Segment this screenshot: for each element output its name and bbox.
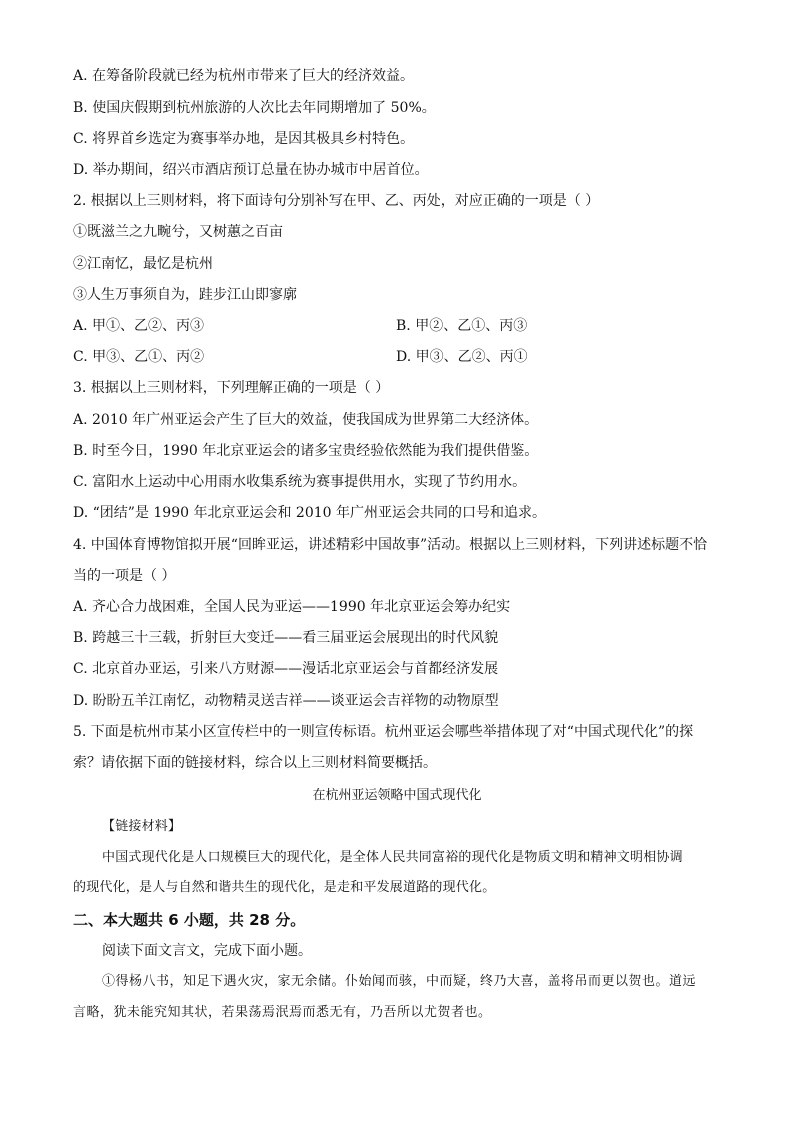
q1-option-d: D. 举办期间，绍兴市酒店预订总量在协办城市中居首位。 (73, 162, 429, 178)
q3-option-b: B. 时至今日，1990 年北京亚运会的诸多宝贵经验依然能为我们提供借鉴。 (73, 443, 539, 459)
q4-option-c: C. 北京首办亚运，引来八方财源——漫话北京亚运会与首都经济发展 (73, 661, 499, 677)
q2-option-c: C. 甲③、乙①、丙② (73, 349, 205, 365)
link-material-line-1: 中国式现代化是人口规模巨大的现代化，是全体人民共同富裕的现代化是物质文明和精神文明相协调 (102, 850, 683, 865)
q2-option-d: D. 甲③、乙②、丙① (396, 349, 528, 365)
q2-verse-3: ③人生万事须自为，跬步江山即寥廓 (73, 287, 297, 303)
section-two-instruction: 阅读下面文言文，完成下面小题。 (102, 943, 312, 959)
q3-option-c: C. 富阳水上运动中心用雨水收集系统为赛事提供用水，实现了节约用水。 (73, 474, 527, 490)
section-two-heading: 二、本大题共 6 小题，共 28 分。 (73, 911, 306, 929)
slogan-title: 在杭州亚运领略中国式现代化 (312, 788, 482, 803)
q3-option-d: D. “团结”是 1990 年北京亚运会和 2010 年广州亚运会共同的口号和追求。 (73, 505, 546, 521)
q4-option-a: A. 齐心合力战困难，全国人民为亚运——1990 年北京亚运会筹办纪实 (73, 599, 511, 615)
q5-stem-line-2: 索？请依据下面的链接材料，综合以上三则材料简要概括。 (73, 755, 437, 771)
q5-stem-line-1: 5. 下面是杭州市某小区宣传栏中的一则宣传标语。杭州亚运会哪些举措体现了对“中国式现代化”的探 (73, 724, 694, 740)
q1-option-a: A. 在筹备阶段就已经为杭州市带来了巨大的经济效益。 (73, 68, 415, 84)
q4-option-b: B. 跨越三十三载，折射巨大变迁——看三届亚运会展现出的时代风貌 (73, 630, 499, 646)
q3-stem: 3. 根据以上三则材料，下列理解正确的一项是（ ） (73, 380, 390, 396)
q2-verse-1: ①既滋兰之九畹兮，又树蕙之百亩 (73, 224, 283, 240)
link-material-line-2: 的现代化，是人与自然和谐共生的现代化，是走和平发展道路的现代化。 (73, 880, 496, 895)
q4-option-d: D. 盼盼五羊江南忆，动物精灵送吉祥——谈亚运会吉祥物的动物原型 (73, 693, 499, 709)
link-material-label: 【链接材料】 (102, 819, 182, 834)
classical-text-line-2: 言略，犹未能究知其状，若果荡焉泯焉而悉无有，乃吾所以尤贺者也。 (73, 1005, 492, 1020)
q4-stem-line-2: 当的一项是（ ） (73, 568, 176, 584)
q2-option-a: A. 甲①、乙②、丙③ (73, 318, 205, 334)
q1-option-c: C. 将界首乡选定为赛事举办地，是因其极具乡村特色。 (73, 131, 415, 147)
q4-stem-line-1: 4. 中国体育博物馆拟开展“回眸亚运，讲述精彩中国故事”活动。根据以上三则材料，下列讲述标题不恰 (73, 537, 708, 553)
q1-option-b: B. 使国庆假期到杭州旅游的人次比去年同期增加了 50%。 (73, 100, 436, 116)
q2-option-b: B. 甲②、乙①、丙③ (396, 318, 528, 334)
classical-text-line-1: ①得杨八书，知足下遇火灾，家无余储。仆始闻而骇，中而疑，终乃大喜，盖将吊而更以贺也。道远 (102, 974, 697, 989)
q2-verse-2: ②江南忆，最忆是杭州 (73, 256, 213, 272)
q3-option-a: A. 2010 年广州亚运会产生了巨大的效益，使我国成为世界第二大经济体。 (73, 412, 539, 428)
q2-stem: 2. 根据以上三则材料，将下面诗句分别补写在甲、乙、丙处，对应正确的一项是（ ） (73, 193, 600, 209)
